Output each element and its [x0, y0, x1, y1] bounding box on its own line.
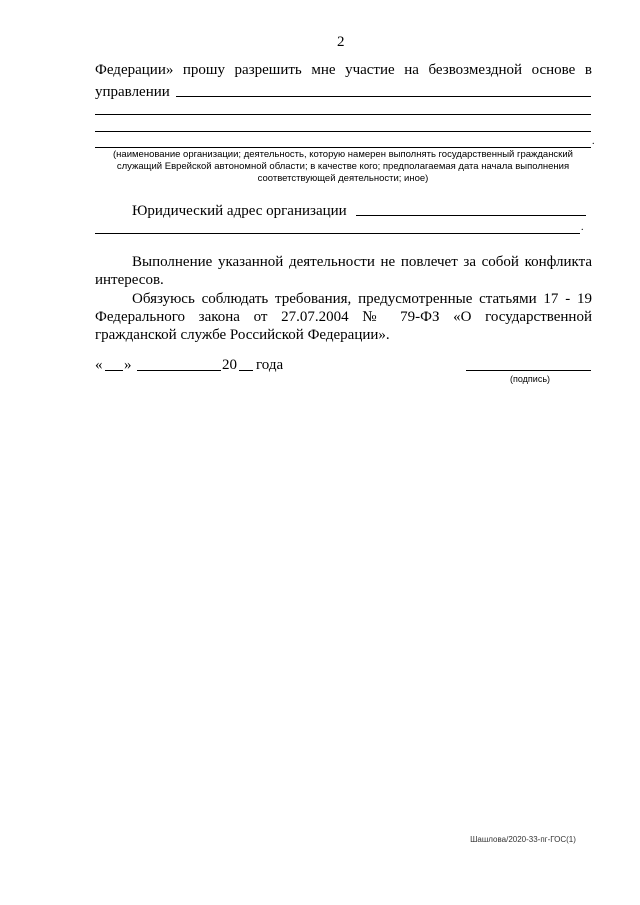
request-line-1: Федерации» прошу разрешить мне участие на безвозмездной основе в	[95, 62, 592, 78]
signature-caption: (подпись)	[509, 374, 551, 384]
obligation-line-3: гражданской службе Российской Федерации».	[95, 327, 390, 343]
legal-address-label: Юридический адрес организации	[132, 203, 347, 219]
page-number: 2	[337, 34, 345, 50]
legal-address-field-2[interactable]	[95, 233, 580, 234]
org-name-field-2[interactable]	[95, 114, 591, 115]
obligation-line-2: Федерального закона от 27.07.2004 № 79-ФЗ «О государственной	[95, 309, 592, 325]
no-conflict-line-2: интересов.	[95, 272, 164, 288]
date-close-quote: »	[124, 357, 132, 373]
month-field[interactable]	[137, 370, 221, 371]
date-open-quote: «	[95, 357, 103, 373]
org-name-field-4[interactable]	[95, 147, 591, 148]
org-name-field[interactable]	[176, 96, 591, 97]
day-field[interactable]	[105, 370, 123, 371]
legal-address-field[interactable]	[356, 215, 586, 216]
year-prefix: 20	[222, 357, 237, 373]
period: .	[592, 136, 595, 147]
field-note: (наименование организации; деятельность, которую намерен выполнять государственный гражданский служащий Еврейской автономной области; в качестве кого; предполагаемая дата начала выполнения соответствующей деятельности; иное)	[113, 149, 573, 184]
org-name-field-3[interactable]	[95, 131, 591, 132]
year-field[interactable]	[239, 370, 253, 371]
date-suffix: года	[256, 357, 284, 373]
obligation-line-1: Обязуюсь соблюдать требования, предусмотренные статьями 17 - 19	[132, 291, 592, 307]
signature-field[interactable]	[466, 370, 591, 371]
footer-code: Шашлова/2020-33-пг-ГОС(1)	[470, 835, 576, 844]
period-2: .	[581, 222, 584, 233]
no-conflict-line-1: Выполнение указанной деятельности не повлечет за собой конфликта	[132, 254, 592, 270]
request-line-2: управлении	[95, 84, 170, 100]
